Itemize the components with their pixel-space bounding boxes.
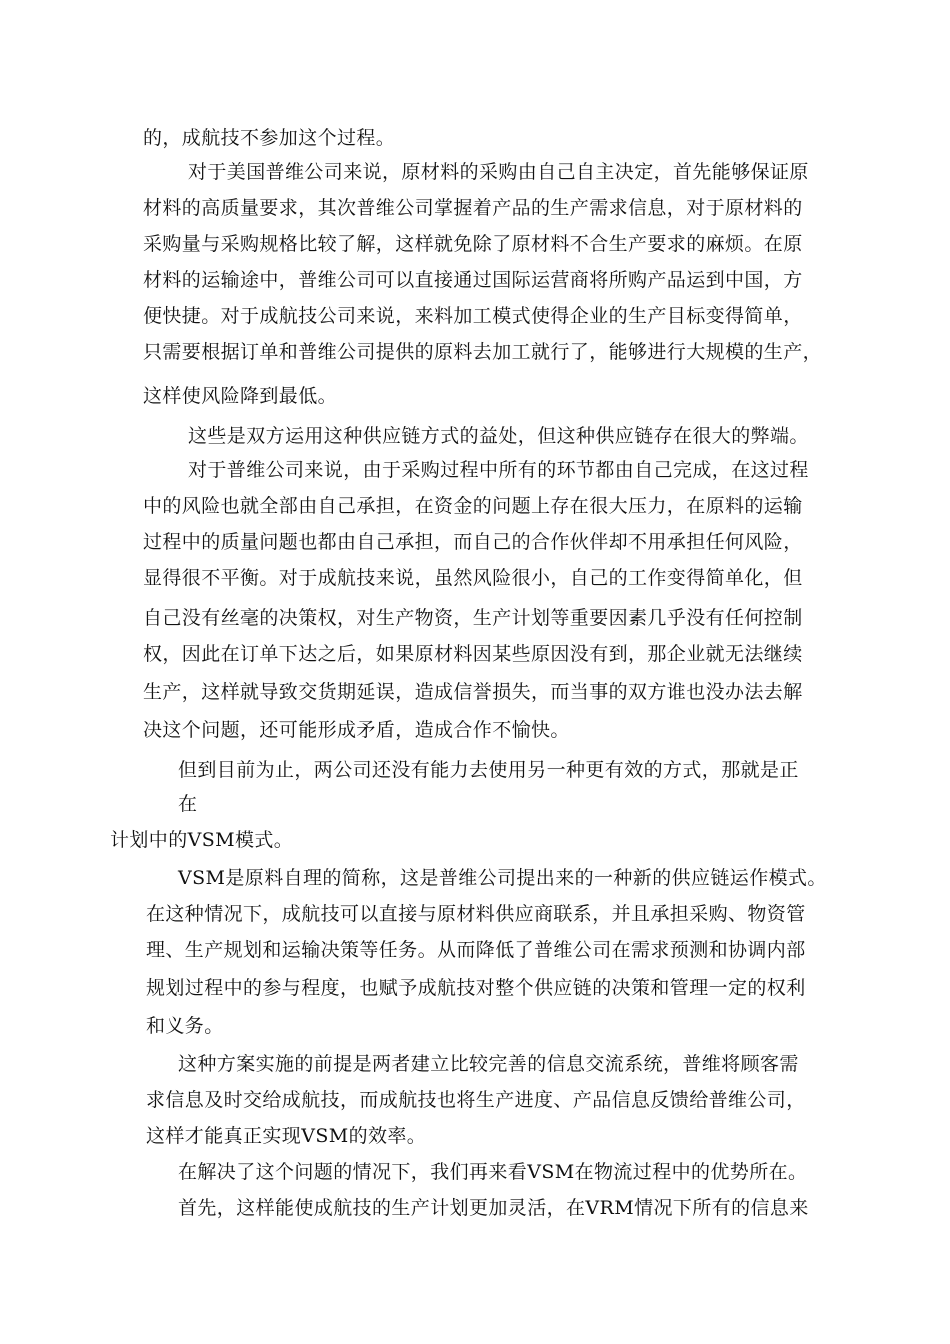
text-line: 权，因此在订单下达之后，如果原材料因某些原因没有到，那企业就无法继续 [143,643,803,665]
text-line: 在解决了这个问题的情况下，我们再来看VSM在物流过程中的优势所在。 [178,1161,808,1183]
text-line: 材料的高质量要求，其次普维公司掌握着产品的生产需求信息，对于原材料的 [143,197,803,219]
text-line: 理、生产规划和运输决策等任务。从而降低了普维公司在需求预测和协调内部 [146,939,806,961]
text-line: 生产，这样就导致交货期延误，造成信誉损失，而当事的双方谁也没办法去解 [143,681,803,703]
text-line: 便快捷。对于成航技公司来说，来料加工模式使得企业的生产目标变得简单， [143,305,803,327]
text-line: 这种方案实施的前提是两者建立比较完善的信息交流系统，普维将顾客需 [178,1053,799,1075]
text-line: 这样使风险降到最低。 [143,385,338,407]
text-line: 求信息及时交给成航技，而成航技也将生产进度、产品信息反馈给普维公司， [146,1089,806,1111]
text-line: 材料的运输途中，普维公司可以直接通过国际运营商将所购产品运到中国，方 [143,269,803,291]
text-line: 对于美国普维公司来说，原材料的采购由自己自主决定，首先能够保证原 [188,161,809,183]
text-line: 这些是双方运用这种供应链方式的益处，但这种供应链存在很大的弊端。 [188,425,809,447]
text-line: 规划过程中的参与程度，也赋予成航技对整个供应链的决策和管理一定的权利 [146,977,806,999]
text-line: 和义务。 [146,1015,224,1037]
text-line: 在这种情况下，成航技可以直接与原材料供应商联系，并且承担采购、物资管 [146,903,806,925]
text-line: 首先，这样能使成航技的生产计划更加灵活，在VRM情况下所有的信息来 [178,1197,809,1219]
text-line: 这样才能真正实现VSM的效率。 [146,1125,427,1147]
text-line: VSM是原料自理的简称，这是普维公司提出来的一种新的供应链运作模式。 [178,867,827,889]
text-line: 过程中的质量问题也都由自己承担，而自己的合作伙伴却不用承担任何风险， [143,531,803,553]
text-line: 的，成航技不参加这个过程。 [143,127,396,149]
text-line: 采购量与采购规格比较了解，这样就免除了原材料不合生产要求的麻烦。在原 [143,233,803,255]
text-line: 对于普维公司来说，由于采购过程中所有的环节都由自己完成，在这过程 [188,459,809,481]
text-line: 计划中的VSM模式。 [110,829,294,851]
text-line: 但到目前为止，两公司还没有能力去使用另一种更有效的方式，那就是正 [178,759,799,781]
text-line: 显得很不平衡。对于成航技来说，虽然风险很小，自己的工作变得简单化，但 [143,567,803,589]
text-line: 在 [178,793,198,815]
text-line: 自己没有丝毫的决策权，对生产物资，生产计划等重要因素几乎没有任何控制 [143,607,803,629]
text-line: 决这个问题，还可能形成矛盾，造成合作不愉快。 [143,719,570,741]
text-line: 中的风险也就全部由自己承担，在资金的问题上存在很大压力，在原料的运输 [143,495,803,517]
text-line: 只需要根据订单和普维公司提供的原料去加工就行了，能够进行大规模的生产， [143,341,823,363]
